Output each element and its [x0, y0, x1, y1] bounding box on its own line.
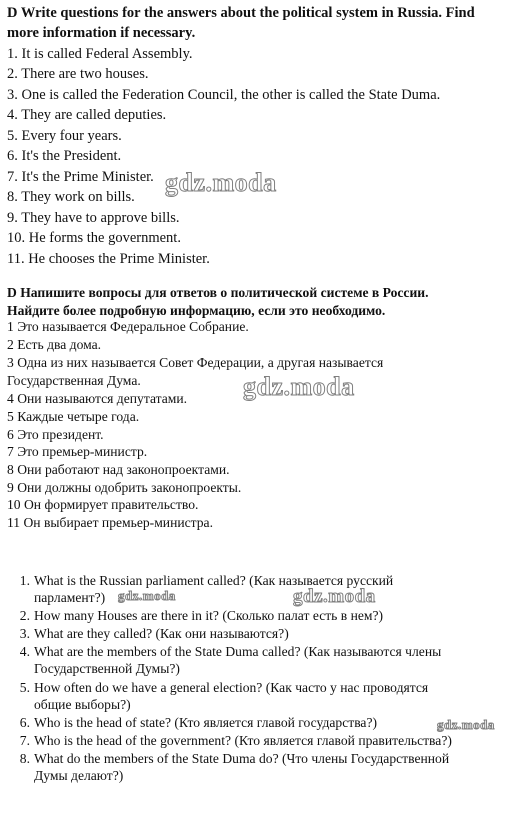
russian-title-line-2: Найдите более подробную информацию, если это необходимо. — [7, 303, 386, 318]
question-text-line-1: Who is the head of the government? (Кто является главой правительства?) — [34, 733, 452, 748]
russian-answer-2: 2 Есть два дома. — [7, 337, 102, 352]
watermark: gdz.moda — [243, 372, 355, 401]
question-text-line-1: How many Houses are there in it? (Сколько палат есть в нем?) — [34, 608, 384, 623]
question-text-line-1: How often do we have a general election? (Как часто у нас проводятся — [34, 680, 429, 695]
english-title-line-2: more information if necessary. — [7, 25, 196, 41]
russian-answer-1: 1 Это называется Федеральное Собрание. — [7, 319, 249, 334]
question-text-line-2: Думы делают?) — [34, 768, 124, 783]
english-answer-4: 4. They are called deputies. — [7, 107, 167, 123]
english-answer-5: 5. Every four years. — [7, 128, 122, 144]
russian-answer-3: 3 Одна из них называется Совет Федерации, а другая называется — [7, 355, 384, 370]
russian-answer-4: 4 Они называются депутатами. — [7, 391, 188, 406]
question-text-line-1: What are the members of the State Duma called? (Как называются члены — [34, 644, 442, 659]
watermark: gdz.moda — [165, 168, 277, 197]
question-text-line-1: What is the Russian parliament called? (Как называется русский — [34, 573, 394, 588]
russian-answer-10: 10 Он формирует правительство. — [7, 497, 199, 512]
question-number: 4. — [19, 644, 30, 659]
question-number: 2. — [19, 608, 30, 623]
russian-answer-7: 7 Это премьер-министр. — [7, 444, 148, 459]
question-text-line-2: парламент?) — [34, 590, 106, 605]
russian-answer-6: 6 Это президент. — [7, 427, 104, 442]
question-text-line-1: What are they called? (Как они называются?) — [34, 626, 289, 641]
russian-answer-3-cont: Государственная Дума. — [7, 373, 141, 388]
question-text-line-2: Государственной Думы?) — [34, 661, 180, 676]
english-answer-1: 1. It is called Federal Assembly. — [7, 46, 193, 62]
question-number: 1. — [19, 573, 30, 588]
russian-answer-11: 11 Он выбирает премьер-министра. — [7, 515, 213, 530]
english-answer-6: 6. It's the President. — [7, 148, 122, 164]
question-number: 3. — [19, 626, 30, 641]
english-answer-11: 11. He chooses the Prime Minister. — [7, 251, 210, 267]
watermark: gdz.moda — [437, 717, 495, 732]
english-answer-9: 9. They have to approve bills. — [7, 210, 180, 226]
question-number: 5. — [19, 680, 30, 695]
watermark: gdz.moda — [118, 588, 176, 603]
question-text-line-2: общие выборы?) — [34, 697, 131, 712]
watermark: gdz.moda — [293, 586, 376, 607]
question-text-line-1: Who is the head of state? (Кто является главой государства?) — [34, 715, 378, 730]
russian-title-line-1: D Напишите вопросы для ответов о политической системе в России. — [7, 285, 429, 300]
russian-answer-5: 5 Каждые четыре года. — [7, 409, 140, 424]
english-title-line-1: D Write questions for the answers about the political system in Russia. Find — [7, 5, 475, 21]
english-answer-10: 10. He forms the government. — [7, 230, 181, 246]
english-answer-3: 3. One is called the Federation Council, the other is called the State Duma. — [7, 87, 441, 103]
english-answer-8: 8. They work on bills. — [7, 189, 135, 205]
english-answer-2: 2. There are two houses. — [7, 66, 149, 82]
question-number: 7. — [19, 733, 30, 748]
question-number: 6. — [19, 715, 30, 730]
russian-answer-8: 8 Они работают над законопроектами. — [7, 462, 230, 477]
russian-answer-9: 9 Они должны одобрить законопроекты. — [7, 480, 242, 495]
english-answer-7: 7. It's the Prime Minister. — [7, 169, 154, 185]
question-text-line-1: What do the members of the State Duma do? (Что члены Государственной — [34, 751, 450, 766]
question-number: 8. — [19, 751, 30, 766]
